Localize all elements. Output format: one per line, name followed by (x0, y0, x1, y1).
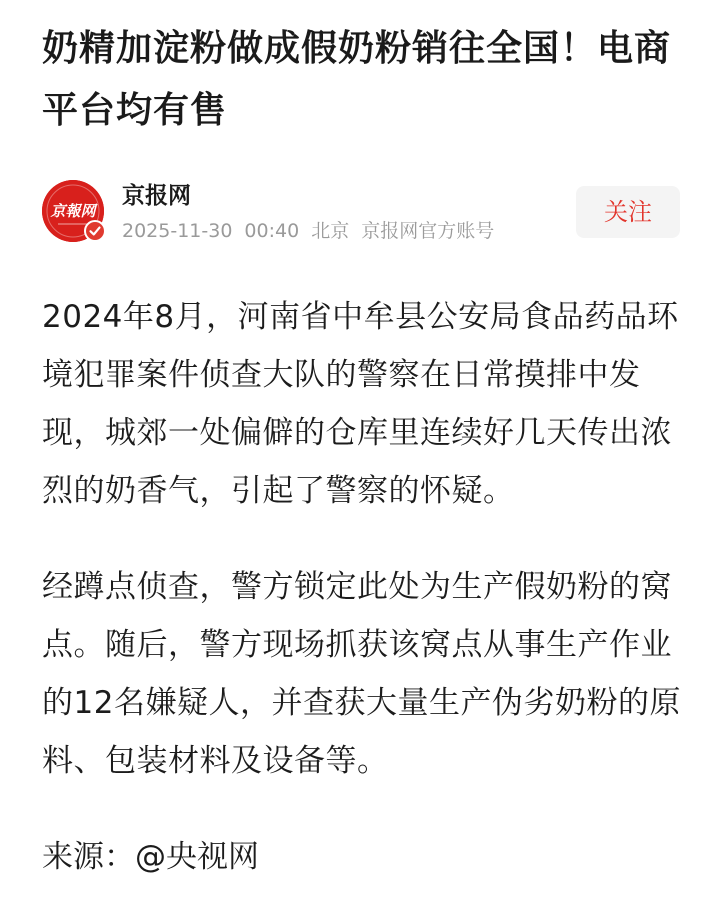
author-name[interactable]: 京报网 (122, 183, 191, 209)
paragraph-2: 经蹲点侦查，警方锁定此处为生产假奶粉的窝点。随后，警方现场抓获该窝点从事生产作业的12名嫌疑人，并查获大量生产伪劣奶粉的原料、包装材料及设备等。 (42, 569, 681, 779)
paragraph-1: 2024年8月，河南省中牟县公安局食品药品环境犯罪案件侦查大队的警察在日常摸排中发现，城郊一处偏僻的仓库里连续好几天传出浓烈的奶香气，引起了警察的怀疑。 (42, 299, 679, 509)
verified-check-icon (86, 222, 104, 240)
article-title: 奶精加淀粉做成假奶粉销往全国！电商平台均有售 (42, 28, 672, 131)
author-bar (42, 180, 682, 244)
avatar[interactable] (42, 180, 104, 242)
source-line: 来源：@央视网 (42, 839, 259, 875)
publish-date: 2025-11-30 (122, 220, 233, 242)
author-meta (122, 218, 506, 244)
avatar-logo-text: 京報网 (50, 202, 96, 220)
verified-badge (84, 220, 106, 242)
publish-location: 北京 (311, 220, 350, 242)
follow-button[interactable]: 关注 (576, 186, 680, 238)
account-type: 京报网官方账号 (361, 220, 495, 242)
article-body (42, 288, 682, 886)
publish-time: 00:40 (244, 220, 300, 242)
